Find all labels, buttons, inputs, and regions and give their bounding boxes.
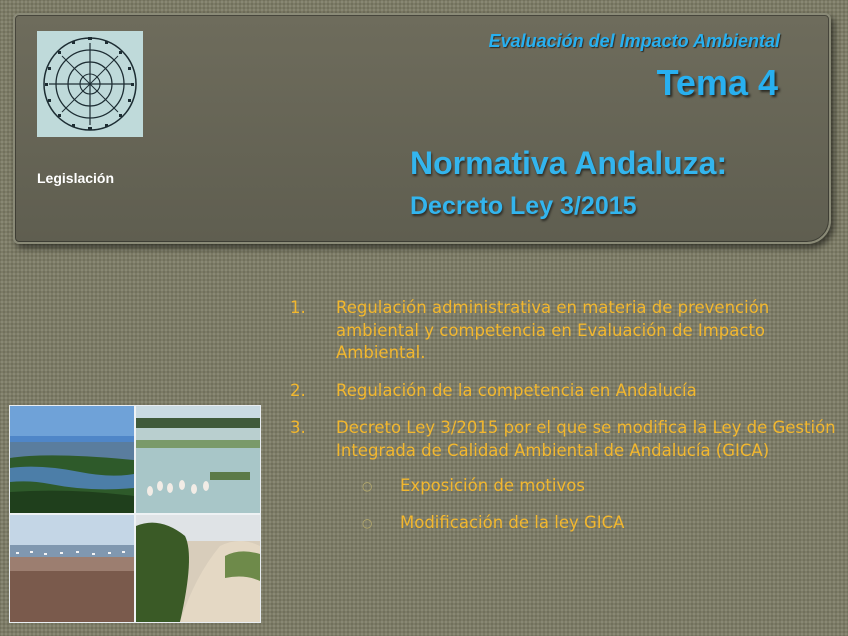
coastal-wetland-photo — [10, 406, 134, 513]
content-list — [290, 297, 838, 550]
circle-bullet-icon: ○ — [362, 479, 373, 493]
sub-item-text: Exposición de motivos — [400, 476, 585, 495]
item-number: 2. — [290, 380, 306, 400]
item-number: 1. — [290, 298, 306, 317]
flamingos-lagoon-photo — [136, 406, 260, 513]
course-subject: Evaluación del Impacto Ambiental — [488, 31, 780, 51]
slide-title: Normativa Andaluza: — [410, 145, 728, 181]
topic-number: Tema 4 — [656, 62, 778, 103]
sub-item-text: Modificación de la ley GICA — [400, 512, 625, 532]
photo-collage — [9, 405, 261, 623]
item-text: Regulación de la competencia en Andalucía — [336, 380, 697, 400]
university-seal-icon — [37, 31, 143, 137]
list-item — [290, 380, 838, 403]
section-label: Legislación — [37, 170, 115, 186]
sand-dunes-photo — [136, 515, 260, 622]
item-text: Regulación administrativa en materia de prevención ambiental y competencia en Evaluación de Impacto Ambiental. — [336, 298, 770, 362]
sub-list-item — [290, 475, 838, 498]
item-number: 3. — [290, 418, 306, 437]
list-item — [290, 417, 838, 462]
circle-bullet-icon: ○ — [362, 515, 373, 530]
item-text: Decreto Ley 3/2015 por el que se modifica la Ley de Gestión Integrada de Calidad Ambiental de Andalucía (GICA) — [336, 418, 836, 460]
university-seal-logo — [37, 31, 143, 137]
slide-subtitle: Decreto Ley 3/2015 — [410, 192, 637, 220]
birds-mudflat-photo — [10, 515, 134, 622]
list-item — [290, 297, 838, 365]
sub-list-item — [290, 512, 838, 535]
